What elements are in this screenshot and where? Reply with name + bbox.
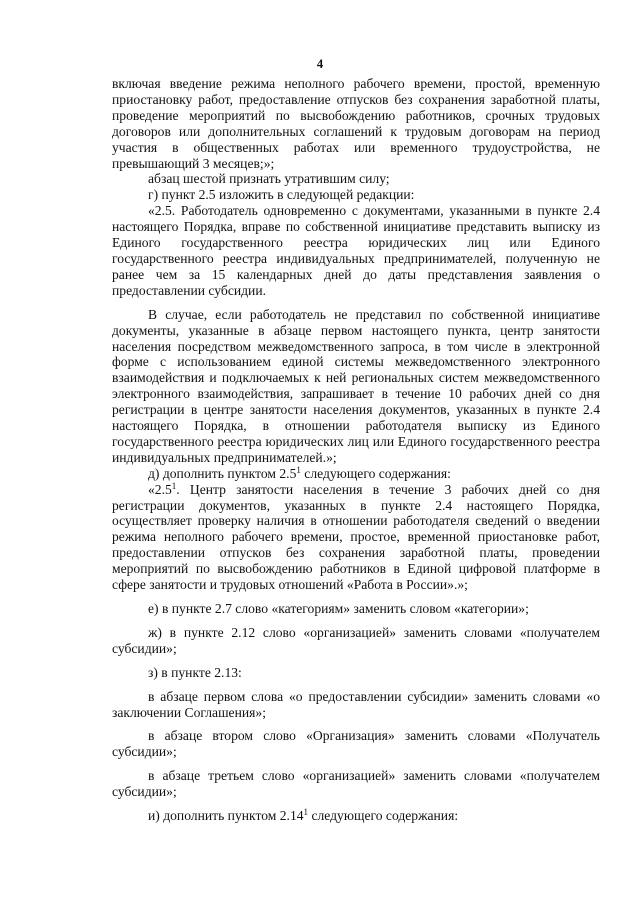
paragraph-clause-2-5: «2.5. Работодатель одновременно с документами, указанными в пункте 2.4 настоящего Порядка, вправе по собственной инициативе представить выписку из Единого государственного реестра юридических лиц или Единого государственного реестра индивидуальных предпринимателей, полученную не ранее чем за 15 календарных дней до даты представления заявления о предоставлении субсидии. (112, 203, 600, 298)
document-body (112, 76, 600, 824)
paragraph-abzac-1: в абзаце первом слова «о предоставлении субсидии» заменить словами «о заключении Соглашения»; (112, 688, 600, 720)
paragraph-item-d (112, 466, 600, 482)
paragraph-clause-2-5-second: В случае, если работодатель не представил по собственной инициативе документы, указанные в абзаце первом настоящего пункта, центр занятости населения посредством межведомственного запроса, в том числе в электронной форме с использованием единой системы межведомственного электронного взаимодействия и подключаемых к ней региональных систем межведомственного электронного взаимодействия, запрашивает в течение 10 рабочих дней со дня регистрации в центре занятости населения документов, указанных в пункте 2.4 настоящего Порядка, в отношении работодателя выписку из Единого государственного реестра юридических лиц или Единого государственного реестра индивидуальных предпринимателей.»; (112, 306, 600, 465)
paragraph-continuation: включая введение режима неполного рабочего времени, простой, временную приостановку работ, предоставление отпусков без сохранения заработной платы, проведение мероприятий по высвобождению работников, срочных трудовых договоров или дополнительных соглашений к трудовым договорам на период участия в общественных работах или временного трудоустройства, не превышающий 3 месяцев;»; (112, 76, 600, 171)
paragraph-item-zh: ж) в пункте 2.12 слово «организацией» заменить словами «получателем субсидии»; (112, 624, 600, 656)
paragraph-abzac-2: в абзаце втором слово «Организация» заменить словами «Получатель субсидии»; (112, 728, 600, 760)
superscript: 1 (303, 807, 309, 818)
text-fragment: следующего содержания: (300, 465, 451, 481)
paragraph-item-z: з) в пункте 2.13: (148, 664, 242, 680)
paragraph-abzac-3: в абзаце третьем слово «организацией» заменить словами «получателем субсидии»; (112, 768, 600, 800)
page-number: 4 (316, 57, 324, 71)
text-fragment: следующего содержания: (308, 808, 459, 824)
paragraph-item-g: г) пункт 2.5 изложить в следующей редакции: (148, 187, 415, 203)
text-fragment: д) дополнить пунктом 2.5 (148, 465, 297, 481)
text-fragment: «2.5 (148, 481, 172, 497)
paragraph-item-e: е) в пункте 2.7 слово «категориям» заменить словом «категории»; (148, 601, 529, 616)
text-fragment: . Центр занятости населения в течение 3 рабочих дней со дня регистрации документов, указанных в пункте 2.4 настоящего Порядка, осуществляет проверку наличия в отношении работодателя сведений о введении режима неполного рабочего времени, простое, временной приостановке работ, предоставлении отпусков без сохранения заработной платы, проведении мероприятий по высвобождению работников в Единой цифровой платформе в сфере занятости и трудовых отношений «Работа в России».»; (112, 481, 600, 593)
paragraph-clause-2-5-1 (112, 482, 600, 593)
superscript: 1 (171, 480, 177, 491)
paragraph-abzac-shestoy: абзац шестой признать утратившим силу; (148, 171, 390, 187)
superscript: 1 (296, 464, 301, 475)
text-fragment: и) дополнить пунктом 2.14 (148, 808, 304, 824)
paragraph-item-i (112, 808, 600, 824)
